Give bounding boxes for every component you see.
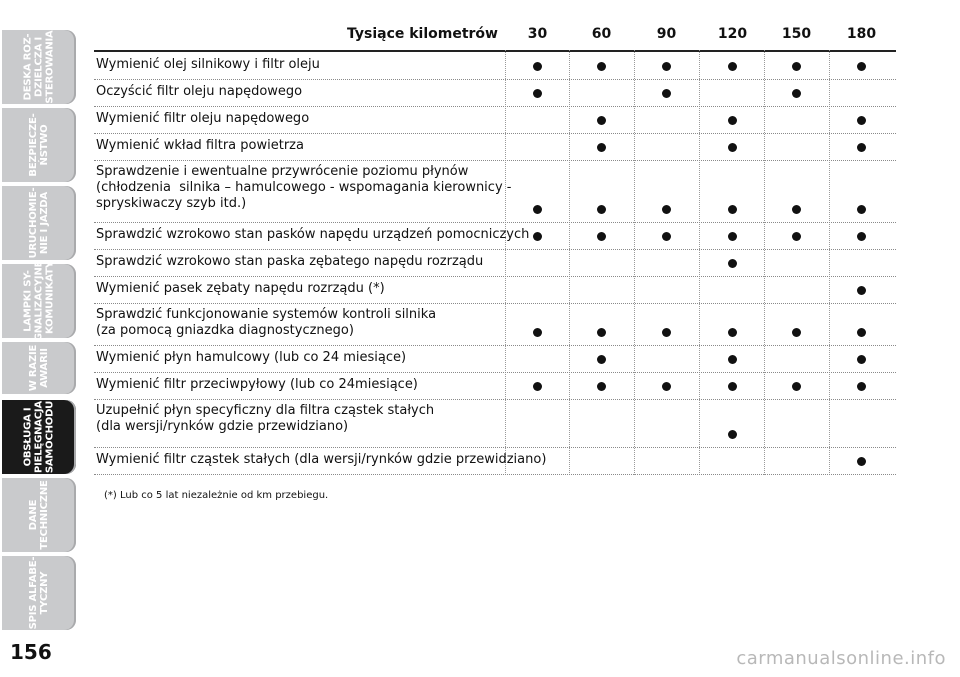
service-interval-dot-icon [857,116,866,125]
service-task-label: Oczyścić filtr oleju napędowego [96,84,303,99]
service-interval-dot-icon [728,143,737,152]
section-tab-label: DANE TECHNICZNE [28,480,50,550]
service-task-label: Sprawdzić wzrokowo stan pasków napędu urządzeń pomocniczych [96,227,530,242]
service-interval-dot-icon [728,205,737,214]
section-tab[interactable] [2,186,76,260]
schedule-row [94,345,896,373]
service-interval-dot-icon [597,205,606,214]
service-task-label: Sprawdzić funkcjonowanie systemów kontroli silnika (za pomocą gniazdka diagnostycznego) [96,307,437,338]
service-interval-dot-icon [597,62,606,71]
watermark: carmanualsonline.info [736,648,946,669]
column-header: 30 [527,26,548,42]
service-task-label: Wymienić filtr przeciwpyłowy (lub co 24miesiące) [96,377,418,392]
service-interval-dot-icon [597,116,606,125]
schedule-row [94,276,896,304]
schedule-row [94,222,896,250]
service-task-label: Uzupełnić płyn specyficzny dla filtra cząstek stałych (dla wersji/rynków gdzie przewidziano) [96,403,435,434]
section-tab[interactable] [2,260,76,342]
service-interval-dot-icon [792,62,801,71]
service-interval-dot-icon [597,382,606,391]
service-interval-dot-icon [857,205,866,214]
schedule-row [94,79,896,107]
service-interval-dot-icon [792,205,801,214]
schedule-row [94,160,896,223]
service-task-label: Wymienić filtr cząstek stałych (dla wersji/rynków gdzie przewidziano) [96,452,547,467]
service-interval-dot-icon [728,232,737,241]
footnote: (*) Lub co 5 lat niezależnie od km przebiegu. [104,490,329,501]
section-tab-label: OBSŁUGA I PIELĘGNACJA SAMOCHODU [22,400,56,474]
service-interval-dot-icon [533,382,542,391]
service-task-label: Wymienić płyn hamulcowy (lub co 24 miesiące) [96,350,407,365]
service-interval-dot-icon [662,89,671,98]
section-tab[interactable] [2,30,76,104]
service-interval-dot-icon [728,259,737,268]
column-header: 60 [591,26,612,42]
service-interval-dot-icon [662,328,671,337]
service-interval-dot-icon [533,62,542,71]
service-interval-dot-icon [857,232,866,241]
service-task-label: Wymienić pasek zębaty napędu rozrządu (*) [96,281,385,296]
page-number: 156 [10,640,52,664]
service-interval-dot-icon [728,382,737,391]
section-tab[interactable] [2,400,76,474]
service-interval-dot-icon [792,232,801,241]
service-interval-dot-icon [597,232,606,241]
schedule-row [94,303,896,346]
service-interval-dot-icon [662,232,671,241]
service-interval-dot-icon [662,205,671,214]
service-interval-dot-icon [857,62,866,71]
column-header: 150 [781,26,812,42]
service-interval-dot-icon [857,286,866,295]
service-interval-dot-icon [728,62,737,71]
header-kilometers-label: Tysiące kilometrów [346,26,498,42]
schedule-row [94,372,896,400]
service-interval-dot-icon [857,382,866,391]
schedule-row [94,106,896,134]
section-tab-label: SPIS ALFABE- TYCZNY [28,556,50,630]
schedule-row [94,249,896,277]
service-interval-dot-icon [728,430,737,439]
service-interval-dot-icon [728,116,737,125]
section-tab-label: URUCHOMIE- NIE I JAZDA [28,187,50,259]
service-task-label: Wymienić filtr oleju napędowego [96,111,310,126]
service-interval-dot-icon [792,328,801,337]
service-interval-dot-icon [662,62,671,71]
service-task-label: Wymienić olej silnikowy i filtr oleju [96,57,320,72]
service-interval-dot-icon [857,143,866,152]
service-interval-dot-icon [533,205,542,214]
service-interval-dot-icon [533,328,542,337]
service-interval-dot-icon [662,382,671,391]
section-tab-label: BEZPIECZE- ŃSTWO [28,113,50,177]
service-interval-dot-icon [597,328,606,337]
section-tab[interactable] [2,108,76,182]
schedule-row [94,399,896,448]
service-interval-dot-icon [597,143,606,152]
section-tabs [0,0,80,677]
column-header: 120 [717,26,748,42]
section-tab-label: W RAZIE AWARII [28,344,50,392]
schedule-row [94,447,896,475]
service-task-label: Sprawdzić wzrokowo stan paska zębatego napędu rozrządu [96,254,484,269]
service-task-label: Wymienić wkład filtra powietrza [96,138,304,153]
schedule-row [94,133,896,161]
section-tab[interactable] [2,478,76,552]
schedule-row [94,52,896,80]
service-interval-dot-icon [597,355,606,364]
section-tab[interactable] [2,556,76,630]
service-interval-dot-icon [728,328,737,337]
service-interval-dot-icon [533,232,542,241]
section-tab[interactable] [2,342,76,394]
service-interval-dot-icon [792,89,801,98]
column-header: 90 [656,26,677,42]
schedule-header [94,24,896,52]
service-interval-dot-icon [857,355,866,364]
service-interval-dot-icon [857,328,866,337]
service-interval-dot-icon [857,457,866,466]
section-tab-label: DESKA ROZ- DZIELCZA I STEROWANIA [22,30,56,104]
service-task-label: Sprawdzenie i ewentualne przywrócenie poziomu płynów (chłodzenia silnika – hamulcowego - wspomagania kierownicy - spryskiwaczy szyb itd.) [96,164,512,211]
service-interval-dot-icon [533,89,542,98]
service-interval-dot-icon [792,382,801,391]
service-interval-dot-icon [728,355,737,364]
section-tab-label: LAMPKI SY- GNALIZACYJNE I KOMUNIKATY [22,260,56,342]
column-header: 180 [846,26,877,42]
